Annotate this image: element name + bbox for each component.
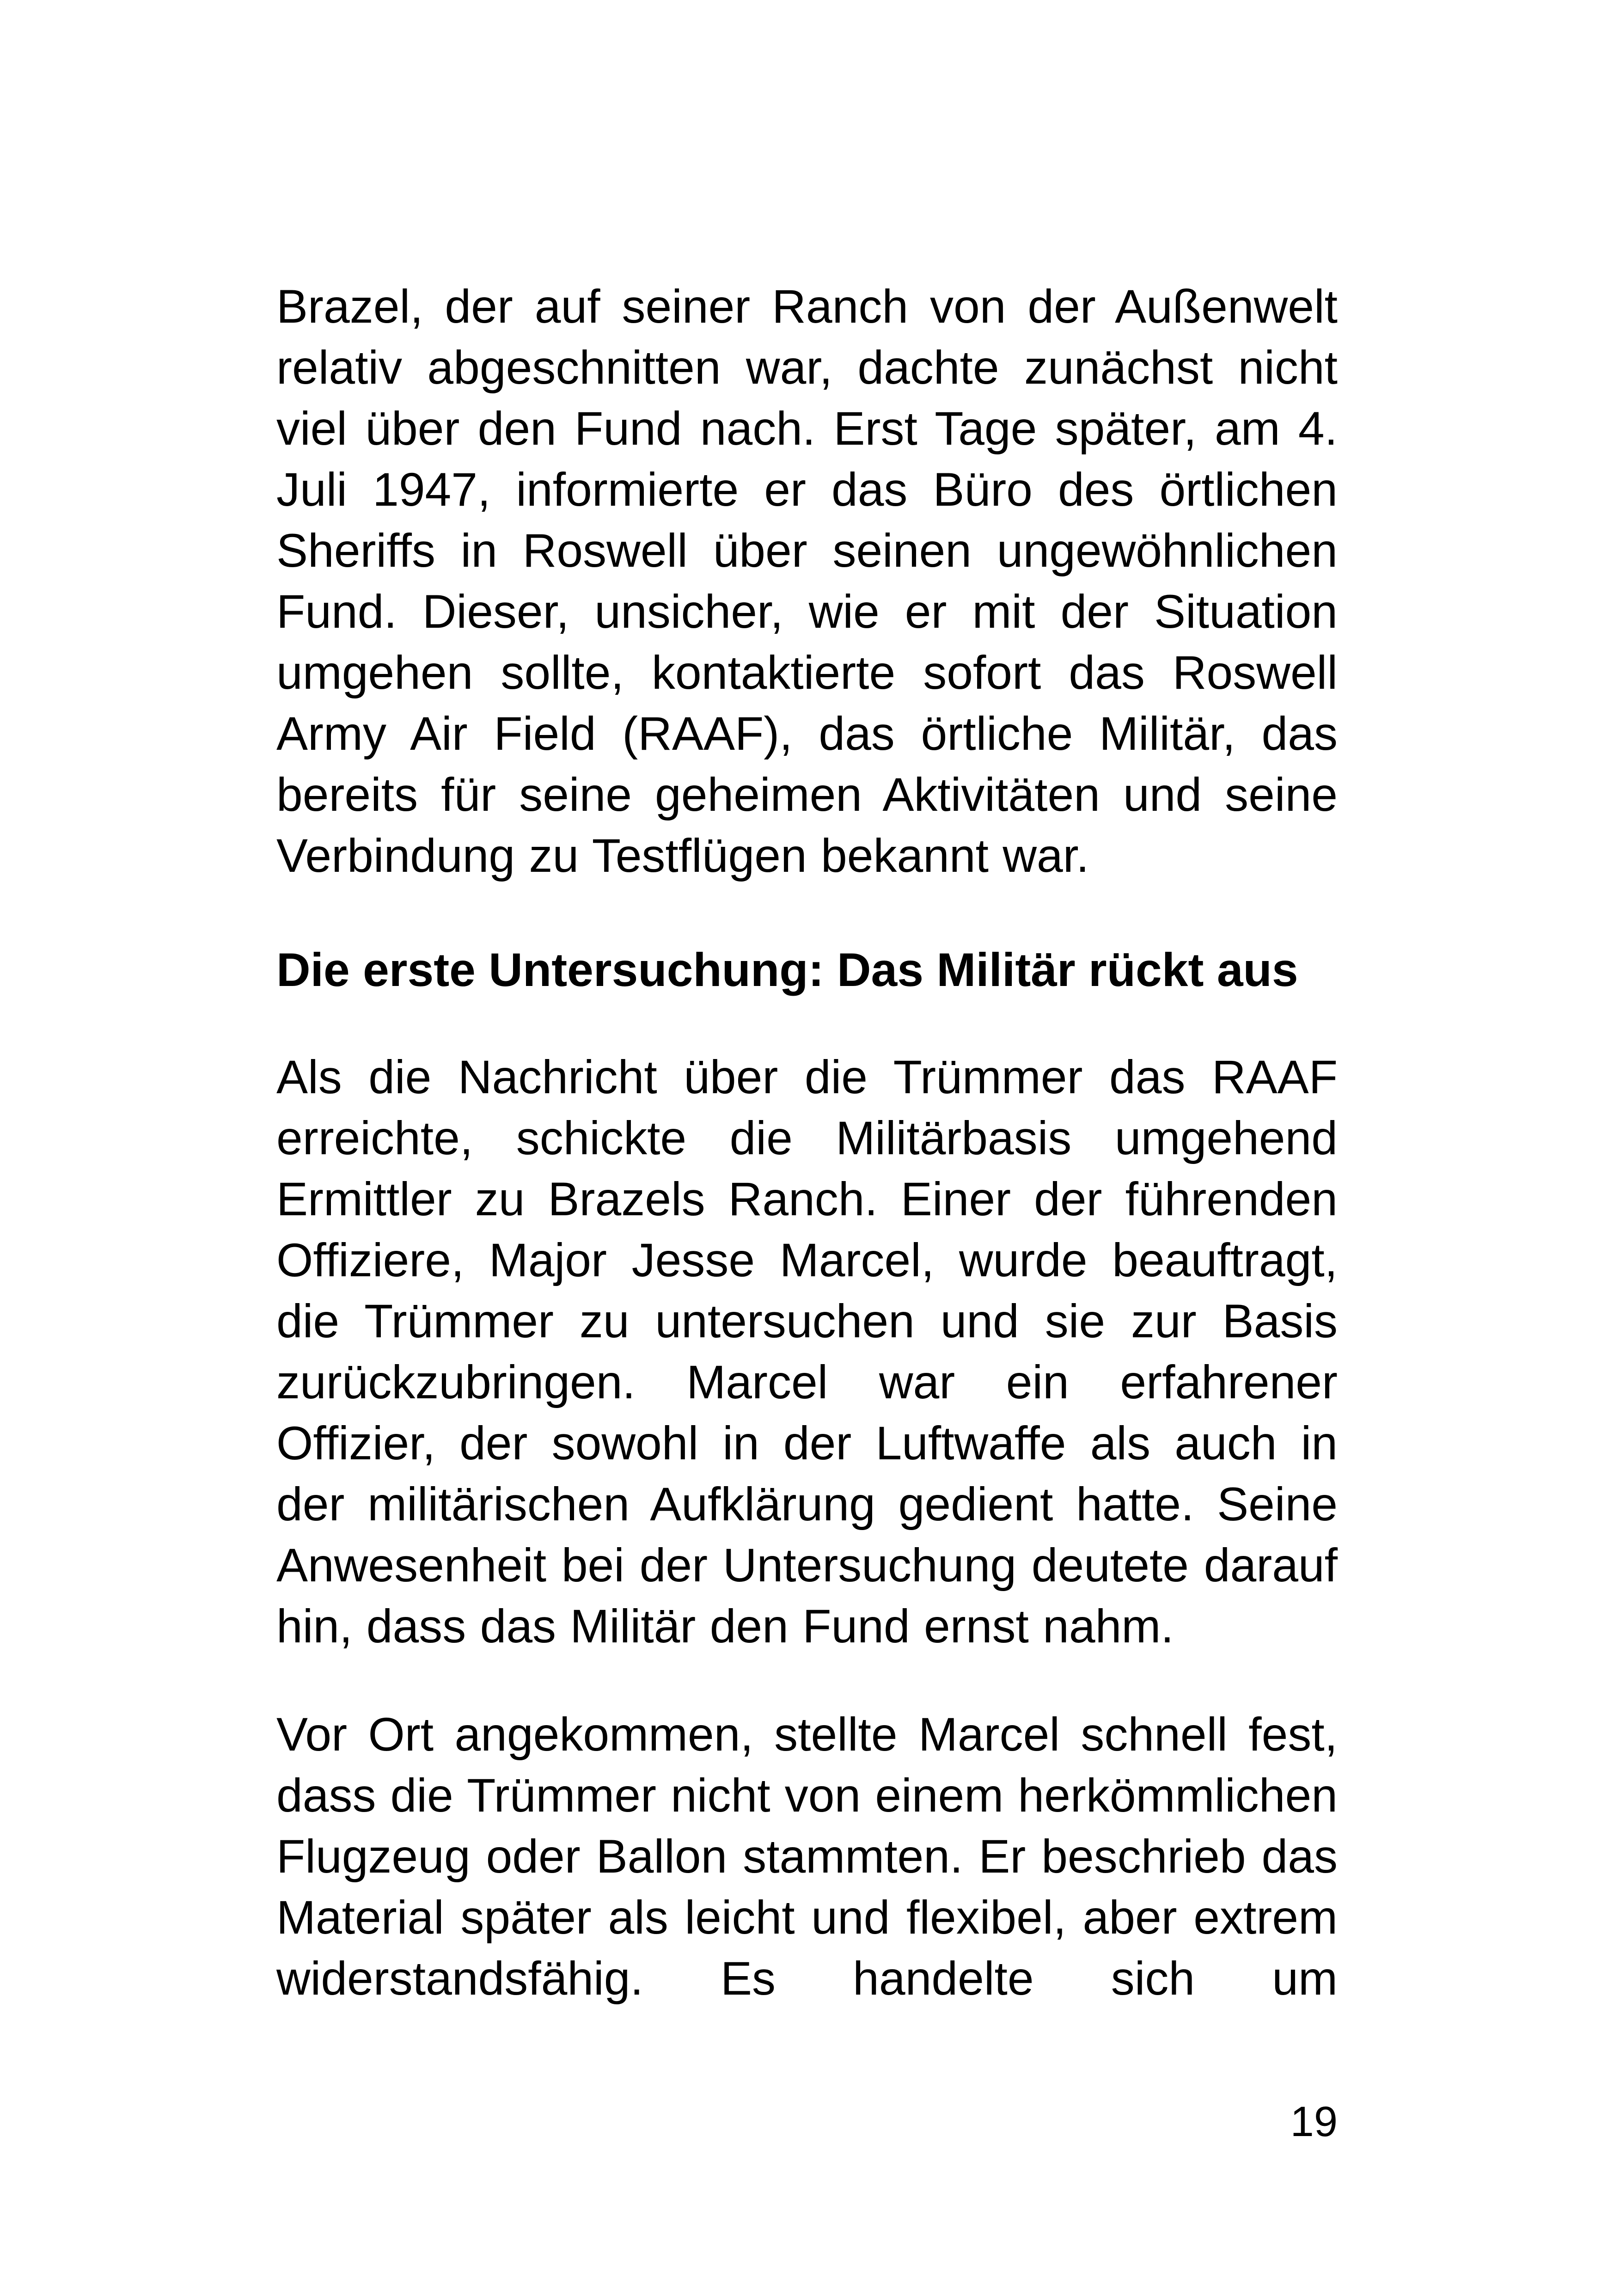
paragraph-marcel-findings: Vor Ort angekommen, stellte Marcel schnell fest, dass die Trümmer nicht von einem herkömmlichen Flugzeug oder Ballon stammten. Er beschrieb das Material später als leicht und flexibel, aber extrem widerstandsfähig. Es handelte sich um [276, 1708, 1338, 2005]
page-number: 19 [1290, 2098, 1338, 2145]
paragraph-military-investigation: Als die Nachricht über die Trümmer das RAAF erreichte, schickte die Militärbasis umgehend Ermittler zu Brazels Ranch. Einer der führenden Offiziere, Major Jesse Marcel, wurde beauftragt, die Trümmer zu untersuchen und sie zur Basis zurückzubringen. Marcel war ein erfahrener Offizier, der sowohl in der Luftwaffe als auch in der militärischen Aufklärung gedient hatte. Seine Anwesenheit bei der Untersuchung deutete darauf hin, dass das Militär den Fund ernst nahm. [276, 1051, 1338, 1653]
section-heading: Die erste Untersuchung: Das Militär rückt aus [276, 943, 1298, 996]
paragraph-brazel-report: Brazel, der auf seiner Ranch von der Außenwelt relativ abgeschnitten war, dachte zunächst nicht viel über den Fund nach. Erst Tage später, am 4. Juli 1947, informierte er das Büro des örtlichen Sheriffs in Roswell über seinen ungewöhnlichen Fund. Dieser, unsicher, wie er mit der Situation umgehen sollte, kontaktierte sofort das Roswell Army Air Field (RAAF), das örtliche Militär, das bereits für seine geheimen Aktivitäten und seine Verbindung zu Testflügen bekannt war. [276, 280, 1338, 882]
